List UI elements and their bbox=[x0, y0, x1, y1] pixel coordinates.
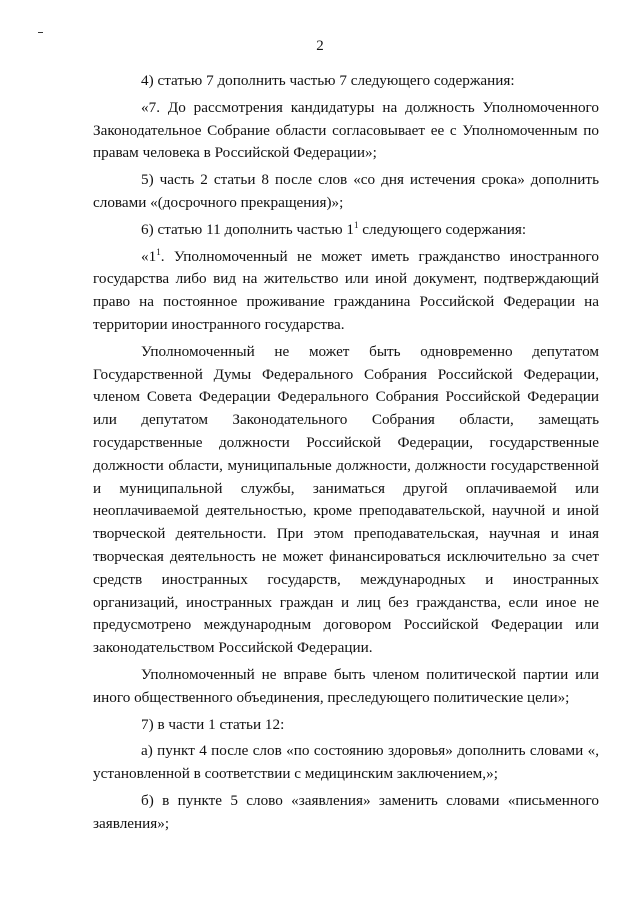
paragraph-incompatibility: Уполномоченный не может быть одновременно депутатом Государственной Думы Федерального Собрания Российской Федерации, членом Совета Федерации Федерального Собрания Российской Федерации или депутатом Законодательного Собрания области, замещать государственные должности Российской Федерации, государственные должности области, муниципальные должности, должности государственной и муниципальной службы, заниматься другой оплачиваемой или неоплачиваемой деятельностью, кроме преподавательской, научной и иной творческой деятельности. При этом преподавательская, научная и иная творческая деятельность не может финансироваться исключительно за счет средств иностранных государств, международных и иностранных организаций, иностранных граждан и лиц без гражданства, если иное не предусмотрено международным договором Российской Федерации или законодательством Российской Федерации. bbox=[93, 342, 599, 657]
page-number: 2 bbox=[316, 38, 324, 54]
paragraph-part-1-1-before: «1 bbox=[141, 247, 157, 265]
paragraph-item-5: 5) часть 2 статьи 8 после слов «со дня истечения срока» дополнить словами «(досрочного прекращения)»; bbox=[93, 171, 599, 211]
document-body bbox=[93, 70, 599, 840]
paragraph-subitem-a: а) пункт 4 после слов «по состоянию здоровья» дополнить словами «, установленной в соответствии с медицинским заключением,»; bbox=[93, 742, 599, 783]
paragraph-part-1-1-text bbox=[93, 246, 599, 337]
paragraph-item-6 bbox=[93, 219, 599, 242]
superscript-index: 1 bbox=[156, 246, 161, 257]
paragraph-item-6-after: следующего содержания: bbox=[358, 220, 527, 238]
paragraph-item-7: 7) в части 1 статьи 12: bbox=[141, 715, 285, 733]
margin-mark bbox=[38, 32, 43, 33]
superscript-index: 1 bbox=[353, 219, 359, 230]
paragraph-party-membership: Уполномоченный не вправе быть членом политической партии или иного общественного объединения, преследующего политические цели»; bbox=[93, 665, 599, 706]
paragraph-subitem-b: б) в пункте 5 слово «заявления» заменить словами «письменного заявления»; bbox=[93, 791, 599, 832]
paragraph-part-7-text: «7. До рассмотрения кандидатуры на должность Уполномоченного Законодательное Собрание области согласовывает ее с Уполномоченным по правам человека в Российской Федерации»; bbox=[93, 98, 599, 162]
paragraph-item-6-before: 6) статью 11 дополнить частью 1 bbox=[141, 220, 354, 238]
paragraph-part-1-1-after: . Уполномоченный не может иметь гражданство иностранного государства либо вид на жительство или иной документ, подтверждающий право на постоянное проживание гражданина Российской Федерации на территории иностранного государства. bbox=[93, 247, 599, 333]
paragraph-item-4: 4) статью 7 дополнить частью 7 следующего содержания: bbox=[141, 72, 515, 89]
